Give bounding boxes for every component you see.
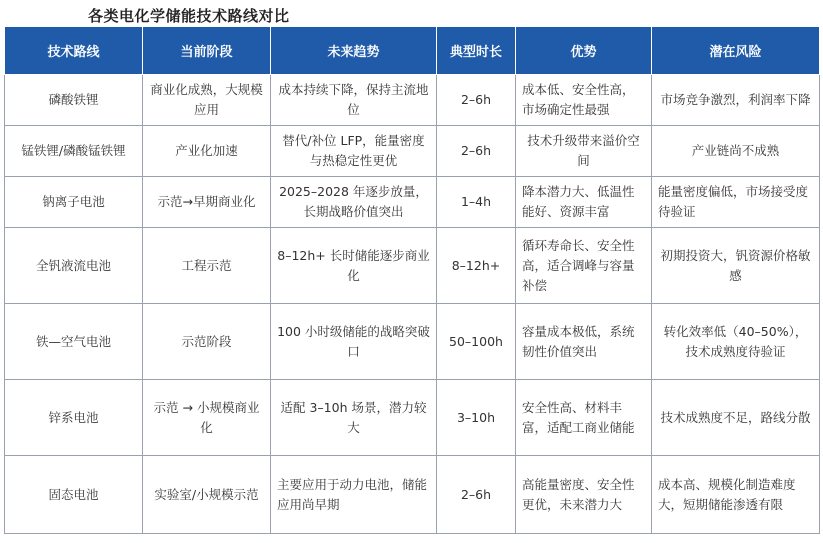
advantage-cell: 安全性高、材料丰富，适配工商业储能 bbox=[516, 380, 652, 456]
column-header-advantage: 优势 bbox=[516, 27, 652, 75]
duration-cell: 1–4h bbox=[437, 177, 516, 228]
stage-cell: 示范→早期商业化 bbox=[143, 177, 271, 228]
table-row bbox=[5, 75, 820, 126]
column-header-trend: 未来趋势 bbox=[271, 27, 437, 75]
trend-cell: 2025–2028 年逐步放量，长期战略价值突出 bbox=[271, 177, 437, 228]
trend-cell: 主要应用于动力电池，储能应用尚早期 bbox=[271, 456, 437, 534]
route-cell: 铁—空气电池 bbox=[5, 304, 143, 380]
table-row bbox=[5, 456, 820, 534]
trend-cell: 替代/补位 LFP，能量密度与热稳定性更优 bbox=[271, 126, 437, 177]
risk-cell: 初期投资大，钒资源价格敏感 bbox=[652, 228, 820, 304]
risk-cell: 转化效率低（40–50%），技术成熟度待验证 bbox=[652, 304, 820, 380]
stage-cell: 工程示范 bbox=[143, 228, 271, 304]
stage-cell: 商业化成熟，大规模应用 bbox=[143, 75, 271, 126]
column-header-duration: 典型时长 bbox=[437, 27, 516, 75]
trend-cell: 成本持续下降，保持主流地位 bbox=[271, 75, 437, 126]
stage-cell: 示范 → 小规模商业化 bbox=[143, 380, 271, 456]
stage-cell: 产业化加速 bbox=[143, 126, 271, 177]
risk-cell: 技术成熟度不足，路线分散 bbox=[652, 380, 820, 456]
advantage-cell: 容量成本极低，系统韧性价值突出 bbox=[516, 304, 652, 380]
route-cell: 固态电池 bbox=[5, 456, 143, 534]
page-title: 各类电化学储能技术路线对比 bbox=[88, 7, 290, 25]
table-row bbox=[5, 177, 820, 228]
route-cell: 锰铁锂/磷酸锰铁锂 bbox=[5, 126, 143, 177]
duration-cell: 3–10h bbox=[437, 380, 516, 456]
column-header-stage: 当前阶段 bbox=[143, 27, 271, 75]
duration-cell: 2–6h bbox=[437, 126, 516, 177]
risk-cell: 能量密度偏低，市场接受度待验证 bbox=[652, 177, 820, 228]
advantage-cell: 高能量密度、安全性更优，未来潜力大 bbox=[516, 456, 652, 534]
advantage-cell: 成本低、安全性高，市场确定性最强 bbox=[516, 75, 652, 126]
table-row bbox=[5, 228, 820, 304]
table-header-row bbox=[5, 27, 820, 75]
route-cell: 锌系电池 bbox=[5, 380, 143, 456]
stage-cell: 实验室/小规模示范 bbox=[143, 456, 271, 534]
duration-cell: 50–100h bbox=[437, 304, 516, 380]
route-cell: 全钒液流电池 bbox=[5, 228, 143, 304]
duration-cell: 2–6h bbox=[437, 75, 516, 126]
trend-cell: 适配 3–10h 场景，潜力较大 bbox=[271, 380, 437, 456]
table-row bbox=[5, 380, 820, 456]
duration-cell: 2–6h bbox=[437, 456, 516, 534]
trend-cell: 8–12h+ 长时储能逐步商业化 bbox=[271, 228, 437, 304]
column-header-route: 技术路线 bbox=[5, 27, 143, 75]
column-header-risk: 潜在风险 bbox=[652, 27, 820, 75]
trend-cell: 100 小时级储能的战略突破口 bbox=[271, 304, 437, 380]
risk-cell: 市场竞争激烈，利润率下降 bbox=[652, 75, 820, 126]
comparison-table bbox=[4, 27, 820, 534]
risk-cell: 产业链尚不成熟 bbox=[652, 126, 820, 177]
advantage-cell: 循环寿命长、安全性高，适合调峰与容量补偿 bbox=[516, 228, 652, 304]
stage-cell: 示范阶段 bbox=[143, 304, 271, 380]
risk-cell: 成本高、规模化制造难度大，短期储能渗透有限 bbox=[652, 456, 820, 534]
route-cell: 磷酸铁锂 bbox=[5, 75, 143, 126]
route-cell: 钠离子电池 bbox=[5, 177, 143, 228]
advantage-cell: 技术升级带来溢价空间 bbox=[516, 126, 652, 177]
duration-cell: 8–12h+ bbox=[437, 228, 516, 304]
advantage-cell: 降本潜力大、低温性能好、资源丰富 bbox=[516, 177, 652, 228]
table-row bbox=[5, 304, 820, 380]
table-row bbox=[5, 126, 820, 177]
